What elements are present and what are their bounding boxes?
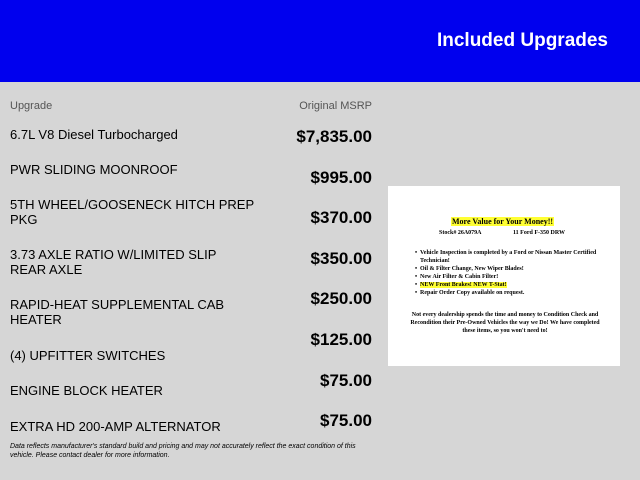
upgrade-name: 3.73 AXLE RATIO W/LIMITED SLIP REAR AXLE [10, 247, 217, 277]
disclaimer-text: Data reflects manufacturer's standard build and pricing and may not accurately reflect the exact condition of this vehicle. Please contact dealer for more information. [10, 443, 356, 459]
upgrade-price: $125.00 [310, 330, 372, 349]
card-items-list [415, 249, 605, 297]
column-header-msrp: Original MSRP [299, 100, 372, 112]
card-item: • Vehicle Inspection is completed by a Ford or Nissan Master Certified Technician! [415, 249, 605, 265]
upgrade-name: 5TH WHEEL/GOOSENECK HITCH PREP PKG [10, 197, 254, 227]
upgrade-name: ENGINE BLOCK HEATER [10, 383, 163, 398]
card-stock-number: Stock# 26A079A [439, 230, 482, 236]
card-vehicle: 11 Ford F-350 DRW [513, 230, 565, 236]
header-bar [0, 0, 640, 82]
card-title: More Value for Your Money!! [452, 217, 554, 226]
card-item-highlighted: • NEW Front Brakes! NEW T-Stat! [415, 281, 605, 289]
card-item: • Repair Order Copy available on request. [415, 289, 605, 297]
card-item: • Oil & Filter Change, New Wiper Blades! [415, 265, 605, 273]
value-card-image [388, 186, 620, 366]
upgrade-name: (4) UPFITTER SWITCHES [10, 348, 166, 363]
upgrade-price: $370.00 [310, 208, 372, 227]
upgrade-price: $995.00 [310, 168, 372, 187]
upgrade-price: $350.00 [310, 249, 372, 268]
upgrade-price: $75.00 [320, 411, 372, 430]
card-item: • New Air Filter & Cabin Filter! [415, 273, 605, 281]
upgrade-name: RAPID-HEAT SUPPLEMENTAL CAB HEATER [10, 297, 225, 327]
upgrade-name: 6.7L V8 Diesel Turbocharged [10, 127, 178, 142]
column-header-upgrade: Upgrade [10, 100, 53, 112]
upgrade-price: $75.00 [320, 371, 372, 390]
card-footer-text: Not every dealership spends the time and money to Condition Check and Recondition their Pre-Owned Vehicles the way we Do! We have completed these items, so you won't need to! [410, 312, 600, 334]
upgrade-price: $250.00 [310, 289, 372, 308]
upgrade-name: PWR SLIDING MOONROOF [10, 162, 178, 177]
upgrade-name: EXTRA HD 200-AMP ALTERNATOR [10, 419, 221, 434]
upgrade-price: $7,835.00 [296, 127, 372, 146]
page-title: Included Upgrades [436, 30, 608, 51]
